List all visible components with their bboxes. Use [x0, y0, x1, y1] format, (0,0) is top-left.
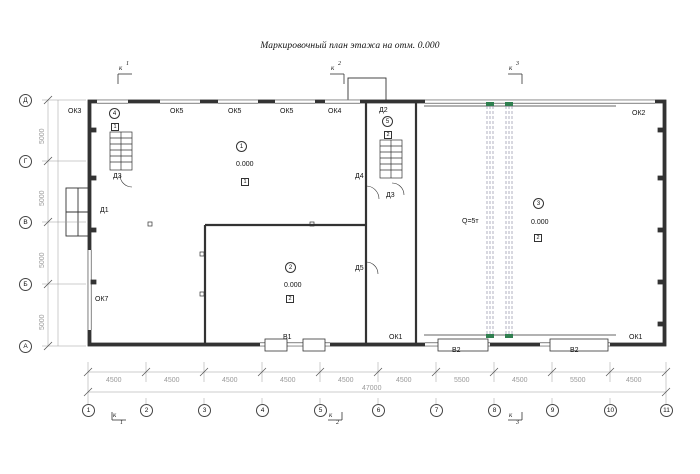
horizontal-dim-10: 4500	[626, 377, 642, 384]
axis-bubble-d[interactable]: Д	[19, 94, 32, 107]
window-label-ok3: ОК3	[68, 108, 82, 115]
window-label-ok2: ОК2	[632, 110, 646, 117]
section-mark-top-2: к	[331, 64, 335, 72]
axis-bubble-v[interactable]: В	[19, 216, 32, 229]
window-label-ok5-b: ОК5	[228, 108, 242, 115]
room-tag-2[interactable]: 2	[285, 262, 296, 273]
window-label-ok1-left: ОК1	[389, 334, 403, 341]
section-mark-top-2-index: 2	[338, 61, 341, 67]
window-label-ok5-a: ОК5	[170, 108, 184, 115]
horizontal-dim-2: 4500	[164, 377, 180, 384]
section-mark-top-3: к	[509, 64, 513, 72]
section-mark-top-1: к	[119, 64, 123, 72]
room-tag-5[interactable]: 5	[382, 116, 393, 127]
vertical-dim-1: 5000	[39, 128, 46, 144]
section-mark-top-3-index: 3	[516, 61, 519, 67]
window-label-ok4: ОК4	[328, 108, 342, 115]
horizontal-dim-1: 4500	[106, 377, 122, 384]
room-tag-3[interactable]: 3	[533, 198, 544, 209]
room-tag-1[interactable]: 1	[236, 141, 247, 152]
opening-label-v1: В1	[283, 334, 292, 341]
section-mark-bottom-3-index: 3	[516, 420, 519, 426]
horizontal-dim-7: 5500	[454, 377, 470, 384]
door-label-d3-right: Д3	[386, 192, 395, 199]
room-2-finish: 2	[286, 295, 294, 303]
room-2-level: 0.000	[284, 282, 302, 289]
axis-bubble-8[interactable]: 8	[488, 404, 501, 417]
horizontal-dim-9: 5500	[570, 377, 586, 384]
axis-bubble-b[interactable]: Б	[19, 278, 32, 291]
window-label-ok7: ОК7	[95, 296, 109, 303]
drawing-title: Маркировочный план этажа на отм. 0.000	[260, 41, 440, 51]
vertical-dim-3: 5000	[39, 252, 46, 268]
door-label-d4: Д4	[355, 173, 364, 180]
horizontal-dim-4: 4500	[280, 377, 296, 384]
axis-bubble-g[interactable]: Г	[19, 155, 32, 168]
gate-label-v2-a: В2	[452, 347, 461, 354]
room-3-finish: 2	[534, 234, 542, 242]
axis-bubble-a[interactable]: А	[19, 340, 32, 353]
vertical-dim-4: 5000	[39, 314, 46, 330]
door-label-d3-left: Д3	[113, 173, 122, 180]
axis-bubble-11[interactable]: 11	[660, 404, 673, 417]
room-5-finish: 2	[384, 131, 392, 139]
room-1-level: 0.000	[236, 161, 254, 168]
window-label-ok1-right: ОК1	[629, 334, 643, 341]
axis-bubble-4[interactable]: 4	[256, 404, 269, 417]
horizontal-dim-3: 4500	[222, 377, 238, 384]
section-mark-bottom-2: к	[329, 411, 333, 419]
axis-bubble-3[interactable]: 3	[198, 404, 211, 417]
axis-bubble-2[interactable]: 2	[140, 404, 153, 417]
section-mark-top-1-index: 1	[126, 61, 129, 67]
axis-bubble-10[interactable]: 10	[604, 404, 617, 417]
window-label-ok5-c: ОК5	[280, 108, 294, 115]
section-mark-bottom-1-index: 1	[120, 420, 123, 426]
vertical-dim-2: 5000	[39, 190, 46, 206]
axis-bubble-7[interactable]: 7	[430, 404, 443, 417]
crane-capacity-note: Q=5т	[462, 218, 479, 225]
axis-bubble-9[interactable]: 9	[546, 404, 559, 417]
door-label-d2: Д2	[379, 107, 388, 114]
horizontal-dim-5: 4500	[338, 377, 354, 384]
axis-bubble-5[interactable]: 5	[314, 404, 327, 417]
room-1-finish: 1	[241, 178, 249, 186]
axis-bubble-1[interactable]: 1	[82, 404, 95, 417]
axis-bubble-6[interactable]: 6	[372, 404, 385, 417]
horizontal-dim-6: 4500	[396, 377, 412, 384]
room-4-finish: 1	[111, 123, 119, 131]
door-label-d1: Д1	[100, 207, 109, 214]
door-label-d5: Д5	[355, 265, 364, 272]
section-mark-bottom-1: к	[113, 411, 117, 419]
room-3-level: 0.000	[531, 219, 549, 226]
section-mark-bottom-3: к	[509, 411, 513, 419]
room-tag-4[interactable]: 4	[109, 108, 120, 119]
section-mark-bottom-2-index: 2	[336, 420, 339, 426]
gate-label-v2-b: В2	[570, 347, 579, 354]
horizontal-dim-8: 4500	[512, 377, 528, 384]
overall-length-dim: 47000	[362, 385, 382, 392]
